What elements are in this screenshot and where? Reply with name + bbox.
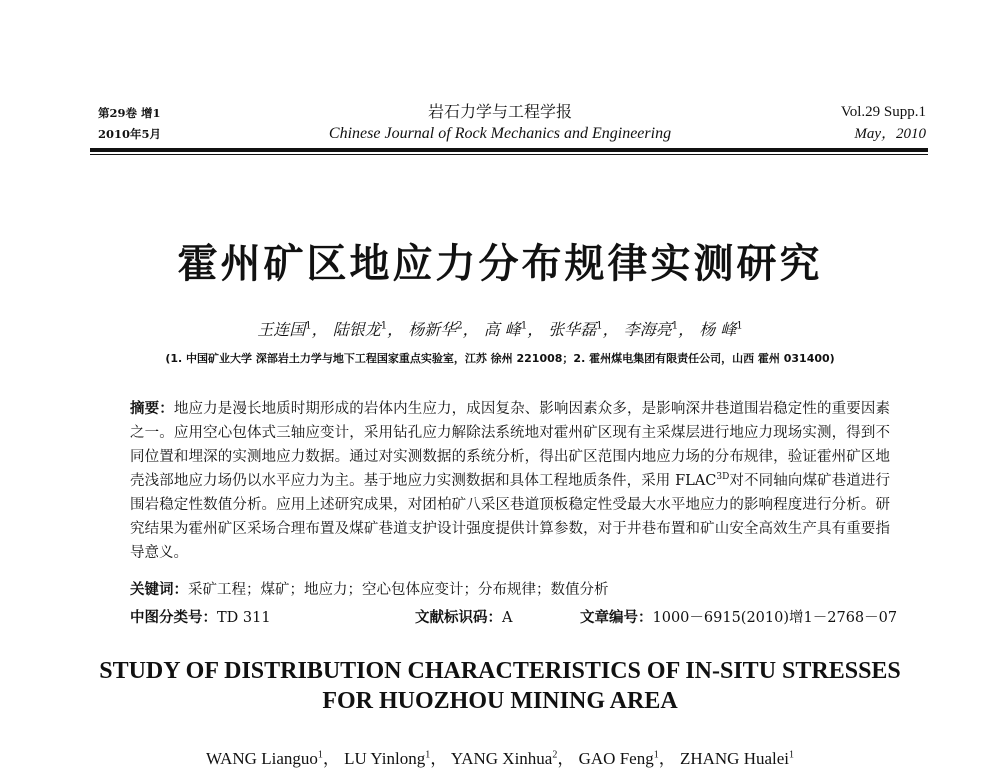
keywords xyxy=(130,578,609,599)
author-en: WANG Lianguo$^1$ xyxy=(205,749,323,768)
abstract-label: 摘要： xyxy=(130,401,174,417)
author-en: ZHANG Hualei$^1$ xyxy=(679,749,795,768)
affiliation-cn: (1. 中国矿业大学 深部岩土力学与地下工程国家重点实验室，江苏 徐州 221008；2. 霍州煤电集团有限责任公司，山西 霍州 031400) xyxy=(165,352,835,365)
author-cn: 李海亮$^1$ xyxy=(623,320,679,339)
paper-title-en-line2: FOR HUOZHOU MINING AREA xyxy=(322,688,678,714)
paper-title-cn: 霍州矿区地应力分布规律实测研究 xyxy=(177,240,823,287)
keywords-text: 采矿工程；煤矿；地应力；空心包体应变计；分布规律；数值分析 xyxy=(188,582,609,598)
article-number: 文章编号：1000－6915(2010)增1－2768－07 xyxy=(580,610,898,626)
author-cn: 张华磊$^1$ xyxy=(548,320,603,339)
paper-title-en xyxy=(0,656,1000,716)
abstract-text-cont: 对不同轴向煤矿巷道进行围岩稳定性数值分析。应用上述研究成果，对团柏矿八采区巷道顶板稳定性受最大水平地应力的影响程度进行分析。研究结果为霍州矿区采场合理布置及煤矿巷道支护设计强度提供计算参数，对于井巷布置和矿山安全高效生产具有重要指导意义。 xyxy=(130,473,890,561)
author-en: LU Yinlong$^1$ xyxy=(344,749,431,768)
volume-cn: 第29卷 增1 xyxy=(98,106,161,120)
date-en: May，2010 xyxy=(854,126,926,142)
header-right xyxy=(841,101,926,145)
author-en: GAO Feng$^1$ xyxy=(578,749,659,768)
author-en: YANG Xinhua$^2$ xyxy=(450,749,558,768)
abstract-sup: 3D xyxy=(716,472,730,483)
author-cn: 杨新华$^2$ xyxy=(408,320,463,339)
abstract-text: 地应力是漫长地质时期形成的岩体内生应力，成因复杂、影响因素众多，是影响深井巷道围岩稳定性的重要因素之一。应用空心包体式三轴应变计，采用钻孔应力解除法系统地对霍州矿区现有主采煤层进行地应力现场实测，得到不同位置和埋深的实测地应力数据。通过对实测数据的系统分析，得出矿区范围内地应力场的分布规律，验证霍州矿区地壳浅部地应力场仍以水平应力为主。基于地应力实测数据和具体工程地质条件，采用 FLAC xyxy=(130,401,891,489)
journal-name-en: Chinese Journal of Rock Mechanics and Engineering xyxy=(328,125,672,142)
author-cn: 王连国$^1$ xyxy=(257,320,312,339)
keywords-label: 关键词： xyxy=(130,582,188,598)
paper-title-en-line1: STUDY OF DISTRIBUTION CHARACTERISTICS OF IN-SITU STRESSES xyxy=(99,658,901,684)
author-cn: 陆银龙$^1$ xyxy=(332,320,388,339)
date-cn: 2010年5月 xyxy=(98,127,162,141)
header-rule-thin xyxy=(90,154,928,155)
journal-name-cn: 岩石力学与工程学报 xyxy=(427,102,572,121)
authors-en: WANG Lianguo$^1$， LU Yinlong$^1$， YANG Xinhua$^2$， GAO Feng$^1$， ZHANG Hualei$^1$ xyxy=(205,749,795,768)
author-cn: 高 峰$^1$ xyxy=(483,320,528,339)
authors-cn: 王连国$^1$， 陆银龙$^1$， 杨新华$^2$， 高 峰$^1$， 张华磊$^1$， 李海亮$^1$， 杨 峰$^1$ xyxy=(257,320,743,339)
header-rule-thick xyxy=(90,148,928,152)
document-code: 文献标识码：A xyxy=(415,610,513,626)
author-cn: 杨 峰$^1$ xyxy=(699,320,743,339)
abstract xyxy=(130,397,890,565)
volume-en: Vol.29 Supp.1 xyxy=(840,104,926,120)
clc-number: 中图分类号：TD 311 xyxy=(130,610,271,626)
